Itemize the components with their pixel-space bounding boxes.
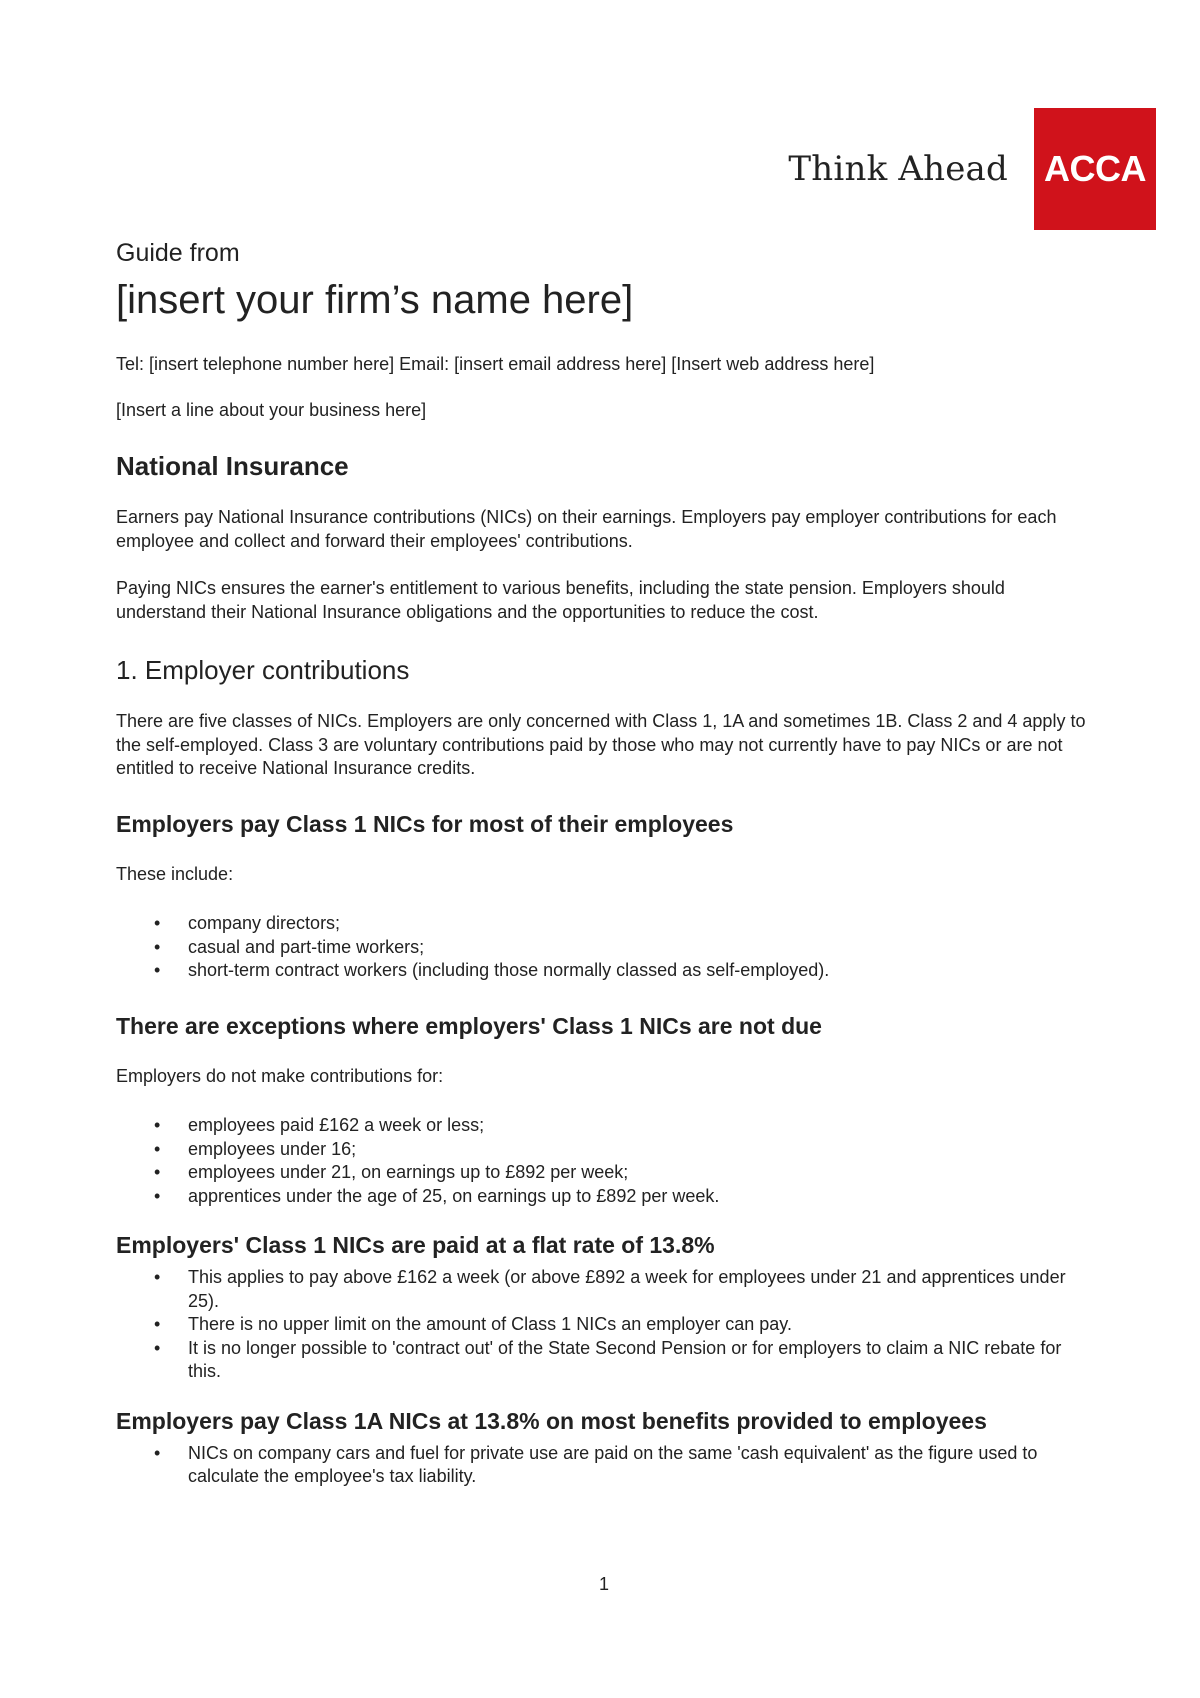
- list-item: [116, 1161, 1086, 1185]
- bullet-icon: •: [154, 936, 161, 957]
- bullet-icon: •: [154, 1314, 161, 1334]
- list-item-text: This applies to pay above £162 a week (or above £892 a week for employees under 21 and apprentices under 25).: [188, 1267, 1066, 1311]
- list-item: [116, 1185, 1086, 1209]
- list-item-text: employees paid £162 a week or less;: [188, 1115, 485, 1135]
- list-item: [116, 936, 1086, 960]
- bullet-icon: •: [154, 1337, 161, 1358]
- bullet-icon: •: [154, 1185, 161, 1206]
- list-item-text: short-term contract workers (including those normally classed as self-employed).: [188, 960, 830, 980]
- class1-intro: These include:: [116, 863, 234, 884]
- ni-paragraph-1: Earners pay National Insurance contributions (NICs) on their earnings. Employers pay employer contributions for each employee and collect and forward their employees' contributions.: [116, 507, 1057, 551]
- employer-contributions-heading: 1. Employer contributions: [116, 655, 410, 685]
- list-item: [116, 1337, 1086, 1384]
- list-item-text: employees under 21, on earnings up to £892 per week;: [188, 1162, 629, 1182]
- tagline: Think Ahead: [788, 149, 1008, 189]
- bullet-icon: •: [154, 1267, 161, 1287]
- ni-paragraph-2: Paying NICs ensures the earner's entitlement to various benefits, including the state pension. Employers should understand their National Insurance obligations and the opportunities to reduce the cost.: [116, 578, 1005, 622]
- list-item: [116, 1442, 1086, 1489]
- bullet-icon: •: [154, 913, 161, 933]
- class1-list: [116, 912, 1086, 983]
- list-item: [116, 1313, 1086, 1337]
- list-item-text: company directors;: [188, 913, 341, 933]
- class1a-list: [116, 1442, 1086, 1489]
- bullet-icon: •: [154, 1115, 161, 1135]
- class1-heading: Employers pay Class 1 NICs for most of their employees: [116, 810, 734, 837]
- flat-rate-list: [116, 1266, 1086, 1384]
- acca-logo-text: ACCA: [1044, 148, 1146, 189]
- exceptions-heading: There are exceptions where employers' Class 1 NICs are not due: [116, 1012, 822, 1039]
- document-content: [116, 236, 1086, 1489]
- bullet-icon: •: [154, 1442, 161, 1463]
- list-item-text: It is no longer possible to 'contract out' of the State Second Pension or for employers to claim a NIC rebate for this.: [188, 1337, 1062, 1381]
- bullet-icon: •: [154, 1162, 161, 1182]
- acca-logo: [1034, 108, 1156, 230]
- list-item: [116, 912, 1086, 936]
- national-insurance-heading: National Insurance: [116, 451, 349, 481]
- list-item-text: employees under 16;: [188, 1138, 357, 1159]
- list-item: [116, 1138, 1086, 1162]
- list-item-text: There is no upper limit on the amount of Class 1 NICs an employer can pay.: [188, 1314, 792, 1334]
- guide-from-label: Guide from: [116, 239, 240, 267]
- list-item-text: apprentices under the age of 25, on earnings up to £892 per week.: [188, 1185, 720, 1206]
- list-item-text: NICs on company cars and fuel for private use are paid on the same 'cash equivalent' as the figure used to calculate the employee's tax liability.: [188, 1442, 1038, 1486]
- contact-line: Tel: [insert telephone number here] Email: [insert email address here] [Insert web address here]: [116, 354, 875, 374]
- list-item: [116, 1114, 1086, 1138]
- exceptions-list: [116, 1114, 1086, 1208]
- employer-contributions-paragraph: There are five classes of NICs. Employers are only concerned with Class 1, 1A and sometimes 1B. Class 2 and 4 apply to the self-employed. Class 3 are voluntary contributions paid by those who may not currently have to pay NICs or are not entitled to receive National Insurance credits.: [116, 711, 1086, 778]
- business-line: [Insert a line about your business here]: [116, 400, 427, 420]
- list-item: [116, 959, 1086, 983]
- list-item: [116, 1266, 1086, 1313]
- list-item-text: casual and part-time workers;: [188, 936, 425, 957]
- class1a-heading: Employers pay Class 1A NICs at 13.8% on most benefits provided to employees: [116, 1407, 987, 1434]
- bullet-icon: •: [154, 960, 161, 980]
- exceptions-intro: Employers do not make contributions for:: [116, 1065, 444, 1086]
- flat-rate-heading: Employers' Class 1 NICs are paid at a flat rate of 13.8%: [116, 1232, 715, 1258]
- bullet-icon: •: [154, 1138, 161, 1159]
- firm-name-title: [insert your firm’s name here]: [116, 278, 634, 322]
- page-number: 1: [598, 1574, 609, 1594]
- brand-header: [788, 108, 1156, 230]
